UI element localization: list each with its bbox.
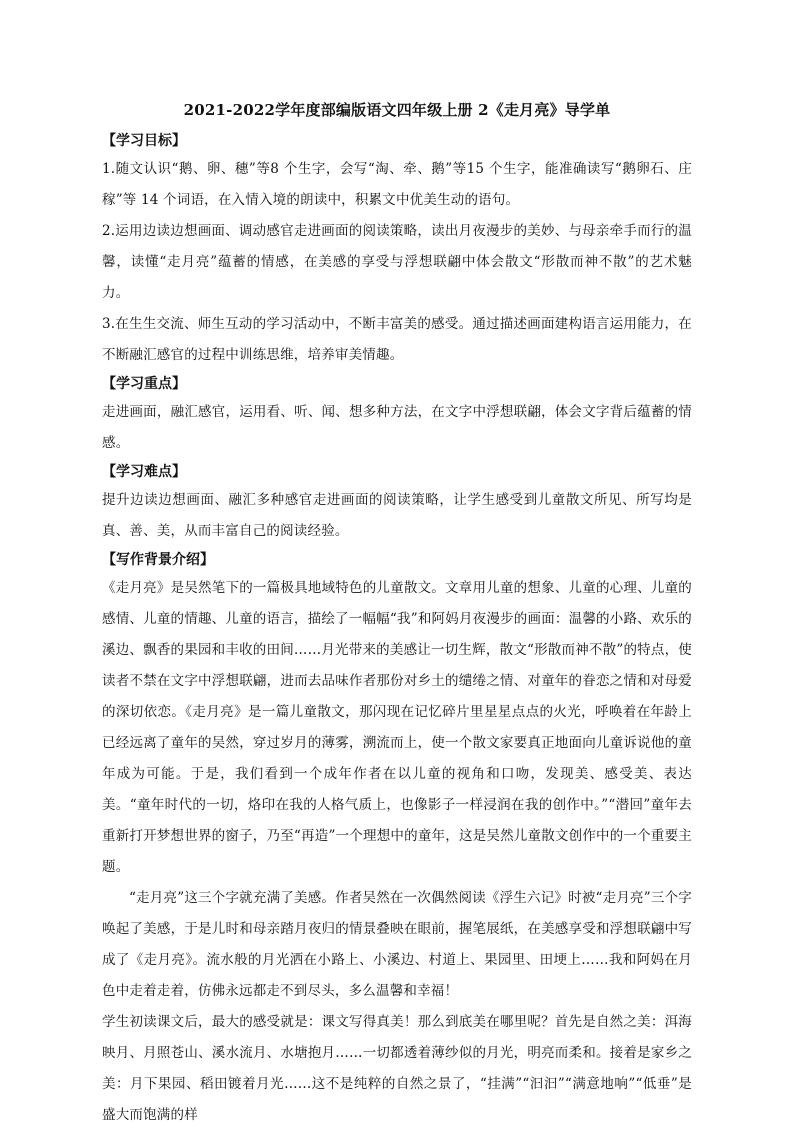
document-content xyxy=(102,98,692,1131)
key-point-paragraph: 走进画面，融汇感官，运用看、听、闻、想多种方法，在文字中浮想联翩，体会文字背后蕴蓄的情感。 xyxy=(102,404,692,451)
background-paragraph-3: 学生初读课文后，最大的感受就是：课文写得真美！那么到底美在哪里呢？首先是自然之美：洱海映月、月照苍山、溪水流月、水塘抱月……一切都透着薄纱似的月光，明亮而柔和。接着是家乡之美：月下果园、稻田镀着月光……这不是纯粹的自然之景了，“挂满”“汩汩”“满意地响”“低垂”是盛大而饱满的样 xyxy=(102,1014,692,1123)
goal-paragraph-2: 2.运用边读边想画面、调动感官走进画面的阅读策略，读出月夜漫步的美妙、与母亲牵手而行的温馨，读懂“走月亮”蕴蓄的情感，在美感的享受与浮想联翩中体会散文“形散而神不散”的艺术魅力。 xyxy=(102,223,692,301)
background-paragraph-2: “走月亮”这三个字就充满了美感。作者吴然在一次偶然阅读《浮生六记》时被“走月亮”三个字唤起了美感，于是儿时和母亲踏月夜归的情景叠映在眼前，握笔展纸，在美感享受和浮想联翩中写成了《走月亮》。流水般的月光洒在小路上、小溪边、村道上、果园里、田埂上……我和阿妈在月色中走着走着，仿佛永远都走不到尽头，多么温馨和幸福！ xyxy=(102,890,692,999)
goal-paragraph-1: 1.随文认识“鹅、卵、穗”等8 个生字，会写“淘、牵、鹅”等15 个生字，能准确读写“鹅卵石、庄稼”等 14 个词语，在入情入境的朗读中，积累文中优美生动的语句。 xyxy=(102,161,692,208)
section-key-points xyxy=(102,371,692,459)
difficulty-paragraph: 提升边读边想画面、融汇多种感官走进画面的阅读策略，让学生感受到儿童散文所见、所写均是真、善、美，从而丰富自己的阅读经验。 xyxy=(102,492,692,539)
section-learning-goals xyxy=(102,128,692,371)
section-heading: 【学习目标】 xyxy=(102,133,186,149)
section-heading: 【学习重点】 xyxy=(102,376,186,392)
section-heading: 【写作背景介绍】 xyxy=(102,552,214,568)
document-title: 2021-2022学年度部编版语文四年级上册 2《走月亮》导学单 xyxy=(183,101,611,119)
section-background xyxy=(102,547,692,1131)
section-heading: 【学习难点】 xyxy=(102,464,186,480)
background-paragraph-1: 《走月亮》是吴然笔下的一篇极具地域特色的儿童散文。文章用儿童的想象、儿童的心理、儿童的感情、儿童的情趣、儿童的语言，描绘了一幅幅“我”和阿妈月夜漫步的画面：温馨的小路、欢乐的溪边、飘香的果园和丰收的田间……月光带来的美感让一切生辉，散文“形散而神不散”的特点，使读者不禁在文字中浮想联翩，进而去品味作者那份对乡土的缱绻之情、对童年的眷恋之情和对母爱的深切依恋。《走月亮》是一篇儿童散文，那闪现在记忆碎片里星星点点的火光，呼唤着在年龄上已经远离了童年的吴然，穿过岁月的薄雾，溯流而上，使一个散文家要真正地面向儿童诉说他的童年成为可能。于是，我们看到一个成年作者在以儿童的视角和口吻，发现美、感受美、表达美。“童年时代的一切，烙印在我的人格气质上，也像影子一样浸润在我的创作中。”“潜回”童年去重新打开梦想世界的窗子，乃至“再造”一个理想中的童年，这是吴然儿童散文创作中的一个重要主题。 xyxy=(102,580,692,875)
section-difficulties xyxy=(102,459,692,547)
goal-paragraph-3: 3.在生生交流、师生互动的学习活动中，不断丰富美的感受。通过描述画面建构语言运用能力，在不断融汇感官的过程中训练思维，培养审美情趣。 xyxy=(102,316,692,363)
